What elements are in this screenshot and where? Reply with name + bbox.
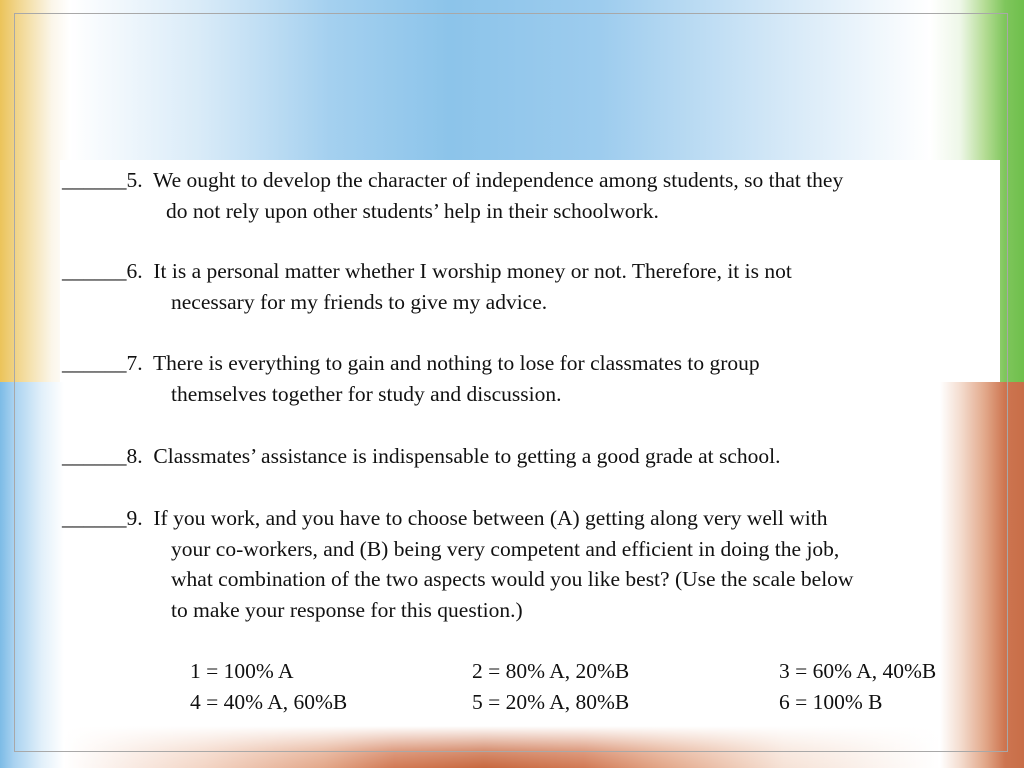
question-text: Classmates’ assistance is indispensable to getting a good grade at school.	[153, 444, 781, 468]
response-scale	[190, 656, 990, 717]
scale-option-4: 4 = 40% A, 60%B	[190, 689, 348, 714]
question-text: It is a personal matter whether I worship money or not. Therefore, it is not	[153, 259, 792, 283]
question-number: 7.	[126, 351, 143, 375]
scale-row	[190, 656, 990, 687]
question-text: what combination of the two aspects would you like best? (Use the scale below	[171, 567, 854, 591]
question-text: If you work, and you have to choose between (A) getting along very well with	[153, 506, 828, 530]
answer-blank: ______	[62, 506, 127, 530]
answer-blank: ______	[62, 351, 127, 375]
question-number: 8.	[126, 444, 143, 468]
question-first-line	[62, 348, 1007, 379]
question-item-8	[62, 441, 1007, 472]
question-text: do not rely upon other students’ help in their schoolwork.	[166, 198, 659, 223]
scale-option-6: 6 = 100% B	[779, 689, 883, 714]
question-number: 5.	[126, 168, 143, 192]
question-text: to make your response for this question.)	[171, 597, 523, 622]
answer-blank: ______	[62, 259, 127, 283]
question-item-6	[62, 256, 1007, 317]
scale-option-3: 3 = 60% A, 40%B	[779, 659, 937, 683]
question-first-line	[62, 503, 1007, 534]
answer-blank: ______	[62, 444, 127, 468]
scale-option-5: 5 = 20% A, 80%B	[472, 689, 630, 714]
question-text: We ought to develop the character of independence among students, so that they	[153, 168, 844, 192]
question-first-line	[62, 165, 1007, 196]
scale-row	[190, 687, 990, 718]
question-number: 6.	[126, 259, 143, 283]
question-text: There is everything to gain and nothing to lose for classmates to group	[153, 351, 760, 375]
scale-option-1: 1 = 100% A	[190, 659, 294, 683]
question-number: 9.	[126, 506, 143, 530]
question-item-7	[62, 348, 1007, 409]
question-item-5	[62, 165, 1007, 226]
question-text: necessary for my friends to give my advice.	[171, 289, 548, 314]
question-text: themselves together for study and discussion.	[171, 381, 562, 406]
question-item-9	[62, 503, 1007, 625]
answer-blank: ______	[62, 168, 127, 192]
question-text: your co-workers, and (B) being very competent and efficient in doing the job,	[171, 536, 840, 561]
scale-option-2: 2 = 80% A, 20%B	[472, 659, 630, 683]
question-first-line	[62, 256, 1007, 287]
question-first-line	[62, 441, 1007, 472]
